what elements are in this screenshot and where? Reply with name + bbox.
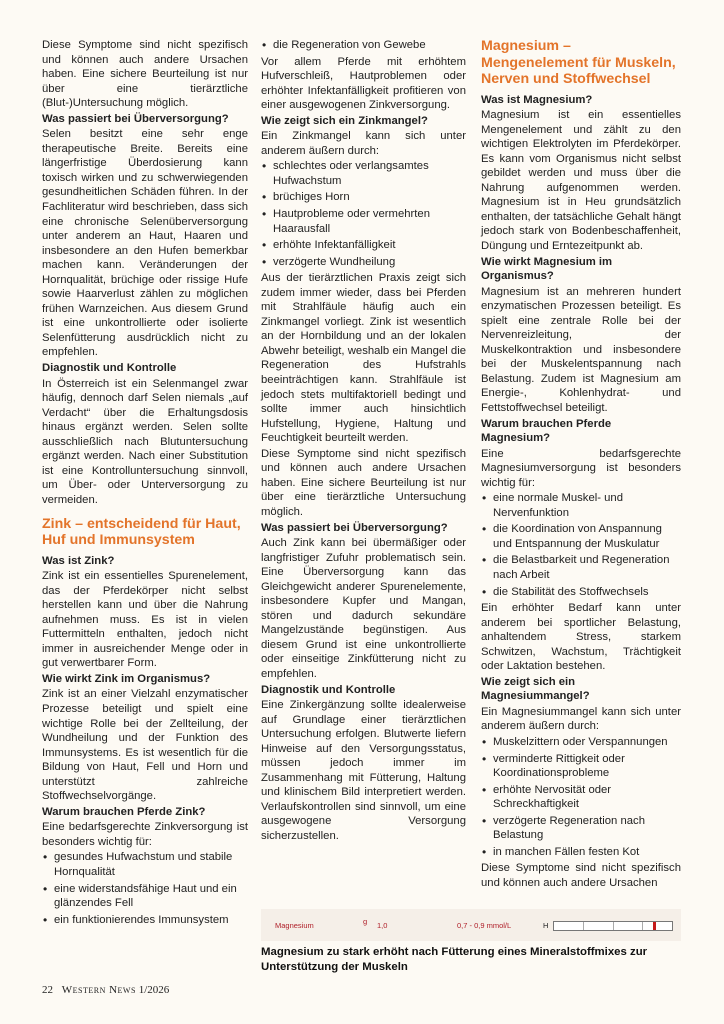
bullet-list: [261, 159, 466, 269]
list-item: • die Koordination von Anspannung und Entspannung der Muskulatur: [481, 522, 681, 551]
subheading: Was passiert bei Überversorgung?: [42, 112, 229, 125]
magazine-name: Western News: [61, 984, 136, 996]
subheading: Wie zeigt sich ein Magnesiummangel?: [481, 675, 590, 703]
bullet-list: [42, 850, 248, 927]
lab-reference-range: 0,7 - 0,9 mmol/L: [457, 921, 512, 930]
list-item: • ein funktionierendes Immunsystem: [42, 913, 248, 928]
list-item: • verzögerte Regeneration nach Belastung: [481, 814, 681, 843]
paragraph: Magnesium ist an mehreren hundert enzymatischen Prozessen beteiligt. Es spielt eine zentrale Rolle bei der Nervenreizleitung, der Muskelkontraktion und insbesondere bei der Muskelentspannung nach Belastung. Zudem ist Magnesium am Energie-, Kohlenhydrat- und Fettstoffwechsel beteiligt.: [481, 285, 681, 414]
range-tick: [613, 922, 614, 930]
bullet-list: [261, 38, 466, 53]
lab-flag: H: [543, 921, 549, 930]
page-footer: [42, 984, 169, 996]
paragraph: Ein Magnesiummangel kann sich unter anderem äußern durch:: [481, 705, 681, 733]
paragraph: Zink ist an einer Vielzahl enzymatischer Prozesse beteiligt und spielt eine wichtige Rolle bei der Zellteilung, der Wundheilung und der Funktion des Immunsystems. Es ist wesentlich für die Bildung von Haut, Fell und Horn und unterstützt zahlreiche Stoffwechselvorgänge.: [42, 688, 248, 803]
image-caption: Magnesium zu stark erhöht nach Fütterung eines Mineralstoffmixes zur Unterstützung der Muskeln: [261, 946, 648, 973]
column-middle: [261, 38, 466, 845]
list-item: • die Belastbarkeit und Regeneration nach Arbeit: [481, 553, 681, 582]
list-item: • verminderte Rittigkeit oder Koordinationsprobleme: [481, 752, 681, 781]
lab-unit: g: [363, 917, 368, 926]
paragraph: Diese Symptome sind nicht spezifisch und können auch andere Ursachen haben. Eine sichere Beurteilung ist nur über eine tierärztliche (Blut-)Untersuchung möglich.: [42, 39, 248, 110]
list-item: • eine widerstandsfähige Haut und ein glänzendes Fell: [42, 882, 248, 911]
subheading: Diagnostik und Kontrolle: [42, 362, 177, 375]
range-tick: [583, 922, 584, 930]
paragraph: Ein Zinkmangel kann sich unter anderem äußern durch:: [261, 130, 466, 157]
lab-parameter-name: Magnesium: [275, 921, 314, 930]
list-item: • Hautprobleme oder vermehrten Haarausfall: [261, 207, 466, 236]
list-item: • erhöhte Nervosität oder Schreckhaftigkeit: [481, 783, 681, 812]
bullet-list: [481, 491, 681, 599]
list-item: • die Regeneration von Gewebe: [261, 38, 466, 53]
paragraph: Diese Symptome sind nicht spezifisch und können auch andere Ursachen: [481, 862, 681, 889]
list-item: • in manchen Fällen festen Kot: [481, 845, 681, 860]
lab-result-image: [261, 909, 681, 941]
paragraph: Eine bedarfsgerechte Magnesiumversorgung ist besonders wichtig für:: [481, 447, 681, 489]
column-right: [481, 38, 681, 891]
column-left: [42, 38, 248, 929]
subheading: Warum brauchen Pferde Zink?: [42, 805, 206, 818]
subheading: Warum brauchen Pferde Magnesium?: [481, 417, 612, 445]
subheading: Was ist Zink?: [42, 554, 115, 567]
paragraph: In Österreich ist ein Selenmangel zwar häufig, dennoch darf Selen niemals „auf Verdacht“ über die Erhaltungsdosis hinaus ergänzt werden. Selen sollte ausschließlich nach Blutuntersuchung ergänzt werden. Nach einer Substitution ist eine Kontrolluntersuchung sinnvoll, um Über- oder Unterversorgung zu vermeiden.: [42, 377, 248, 506]
paragraph: Selen besitzt eine sehr enge therapeutische Breite. Bereits eine längerfristige Überdosierung kann toxisch wirken und zu schwerwiegenden gesundheitlichen Schäden führen. In der Fachliteratur wird beschrieben, dass sich eine chronische Selenüberversorgung unter anderem an Haut, Haaren und insbesondere an den Hufen bemerkbar machen kann. Veränderungen der Hornqualität, brüchige oder rissige Hufe sowie Haarverlust zählen zu möglichen frühen Warnzeichen. Aus diesem Grund ist eine unkontrollierte oder isolierte Selenfütterung ausdrücklich nicht zu empfehlen.: [42, 128, 248, 359]
list-item: • brüchiges Horn: [261, 190, 466, 205]
paragraph: Aus der tierärztlichen Praxis zeigt sich zudem immer wieder, dass bei Pferden mit Strahlfäule häufig auch ein Zinkmangel vorliegt. Zink ist wesentlich an der Hornbildung und an der lokalen Abwehr beteiligt, weshalb ein Mangel die Regeneration des Hufstrahls beeinträchtigen kann. Strahlfäule ist jedoch stets multifaktoriell bedingt und sollte immer auch hinsichtlich Hufstellung, Hygiene, Haltung und Feuchtigkeit beurteilt werden.: [261, 272, 466, 445]
subheading: Wie wirkt Magnesium im Organismus?: [481, 255, 613, 283]
list-item: • Muskelzittern oder Verspannungen: [481, 735, 681, 750]
section-title-magnesium: Magnesium – Mengenelement für Muskeln, Nerven und Stoffwechsel: [481, 38, 676, 87]
list-item: • verzögerte Wundheilung: [261, 255, 466, 270]
paragraph: Ein erhöhter Bedarf kann unter anderem bei sportlicher Belastung, anhaltendem Stress, starkem Schwitzen, Wachstum, Trächtigkeit oder Laktation bestehen.: [481, 602, 681, 673]
subheading: Diagnostik und Kontrolle: [261, 683, 396, 696]
lab-value-marker: [653, 922, 656, 930]
lab-value: 1,0: [377, 921, 388, 930]
list-item: • eine normale Muskel- und Nervenfunktion: [481, 491, 681, 520]
page-number: 22: [42, 984, 53, 996]
issue-number: 1/2026: [138, 984, 170, 996]
list-item: • gesundes Hufwachstum und stabile Hornqualität: [42, 850, 248, 879]
lab-range-bar: [553, 921, 673, 931]
subheading: Was ist Magnesium?: [481, 93, 593, 106]
range-tick: [642, 922, 643, 930]
paragraph: Auch Zink kann bei übermäßiger oder langfristiger Zufuhr problematisch sein. Eine Überversorgung kann das Gleichgewicht anderer Spurenelemente, insbesondere Kupfer und Mangan, stören und dadurch sekundäre Mangelzustände begünstigen. Aus diesem Grund ist eine unkontrollierte oder einseitige Zinkfütterung nicht zu empfehlen.: [261, 537, 466, 680]
paragraph: Diese Symptome sind nicht spezifisch und können auch andere Ursachen haben. Eine sichere Beurteilung ist nur über eine tierärztliche Untersuchung möglich.: [261, 447, 466, 518]
paragraph: Vor allem Pferde mit erhöhtem Hufverschleiß, Hautproblemen oder erhöhter Infektanfälligkeit profitieren von einer ausgewogenen Zinkversorgung.: [261, 55, 466, 112]
list-item: • schlechtes oder verlangsamtes Hufwachstum: [261, 159, 466, 188]
subheading: Wie zeigt sich ein Zinkmangel?: [261, 114, 428, 127]
bullet-list: [481, 735, 681, 859]
paragraph: Eine bedarfsgerechte Zinkversorgung ist besonders wichtig für:: [42, 821, 248, 848]
paragraph: Magnesium ist ein essentielles Mengenelement und zählt zu den wichtigen Elektrolyten im Pferdekörper. Es kann vom Organismus nicht selbst gebildet werden und muss über die Nahrung aufgenommen werden. Magnesium ist in Heu grundsätzlich enthalten, der tatsächliche Gehalt hängt jedoch stark von Bodenbeschaffenheit, Düngung und Erntezeitpunkt ab.: [481, 109, 681, 252]
list-item: • die Stabilität des Stoffwechsels: [481, 585, 681, 600]
subheading: Was passiert bei Überversorgung?: [261, 521, 448, 534]
paragraph: Zink ist ein essentielles Spurenelement, das der Pferdekörper nicht selbst herstellen kann und über die Nahrung aufnehmen muss. Es ist in vielen Futtermitteln enthalten, jedoch nicht immer in ausreichender Menge oder in gut verwertbarer Form.: [42, 570, 248, 670]
list-item: • erhöhte Infektanfälligkeit: [261, 238, 466, 253]
subheading: Wie wirkt Zink im Organismus?: [42, 672, 211, 685]
paragraph: Eine Zinkergänzung sollte idealerweise auf Grundlage einer tierärztlichen Untersuchung erfolgen. Blutwerte liefern Hinweise auf den Versorgungsstatus, müssen jedoch immer im Zusammenhang mit Fütterung, Haltung und klinischem Bild interpretiert werden. Verlaufskontrollen sind sinnvoll, um eine ausgewogene Versorgung sicherzustellen.: [261, 699, 466, 842]
section-title-zink: Zink – entscheidend für Haut, Huf und Immunsystem: [42, 515, 241, 548]
